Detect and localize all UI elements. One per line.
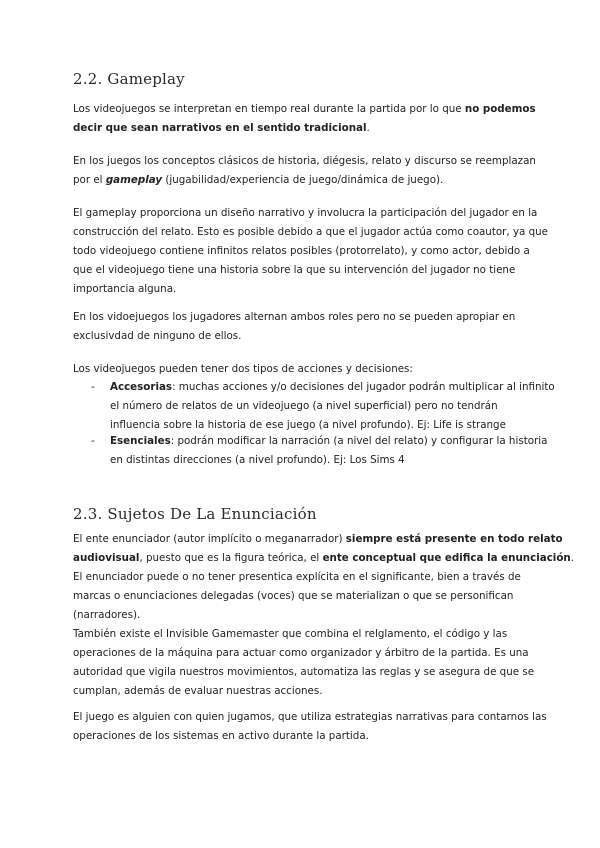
paragraph-concepts: En los juegos los conceptos clásicos de historia, diégesis, relato y discurso se reemplazan por el gameplay (jugabilidad/experiencia de juego/dinámica de juego).	[73, 155, 536, 186]
section-heading-sujetos: 2.3. Sujetos De La Enunciación	[73, 505, 317, 523]
list-bullet: -	[91, 435, 95, 447]
paragraph-juego: El juego es alguien con quien jugamos, que utiliza estrategias narrativas para contarnos las operaciones de los sistemas en activo durante la partida.	[73, 711, 547, 742]
list-bullet: -	[91, 381, 95, 393]
paragraph-gameplay-design: El gameplay proporciona un diseño narrativo y involucra la participación del jugador en la construcción del relato. Esto es posible debido a que el jugador actúa como coautor, ya que todo videojuego contiene infinitos relatos posibles (protorrelato), y como actor, debido a que el videojuego tiene una historia sobre la que su intervención del jugador no tiene importancia alguna.	[73, 207, 549, 295]
paragraph-intro: Los videojuegos se interpretan en tiempo real durante la partida por lo que no podemos decir que sean narrativos en el sentido tradicional.	[73, 103, 536, 134]
section-heading-gameplay: 2.2. Gameplay	[73, 70, 185, 88]
paragraph-roles: En los vidoejuegos los jugadores alternan ambos roles pero no se pueden apropiar en exclusivdad de ninguno de ellos.	[73, 311, 516, 342]
paragraph-decisions-intro: Los videojuegos pueden tener dos tipos de acciones y decisiones:	[73, 363, 413, 375]
paragraph-enunciador: El ente enunciador (autor implícito o meganarrador) siempre está presente en todo relato audiovisual, puesto que es la figura teórica, el ente conceptual que edifica la enunciación. El enunciador puede o no tener presentica explícita en el significante, bien a través de marcas o enunciaciones delegadas (voces) que se materializan o que se personifican (narradores). También existe el Invisible Gamemaster que combina el relglamento, el código y las operaciones de la máquina para actuar como organizador y árbitro de la partida. Es una autoridad que vigila nuestros movimientos, automatiza las reglas y se asegura de que se cumplan, además de evaluar nuestras acciones.	[73, 533, 575, 697]
